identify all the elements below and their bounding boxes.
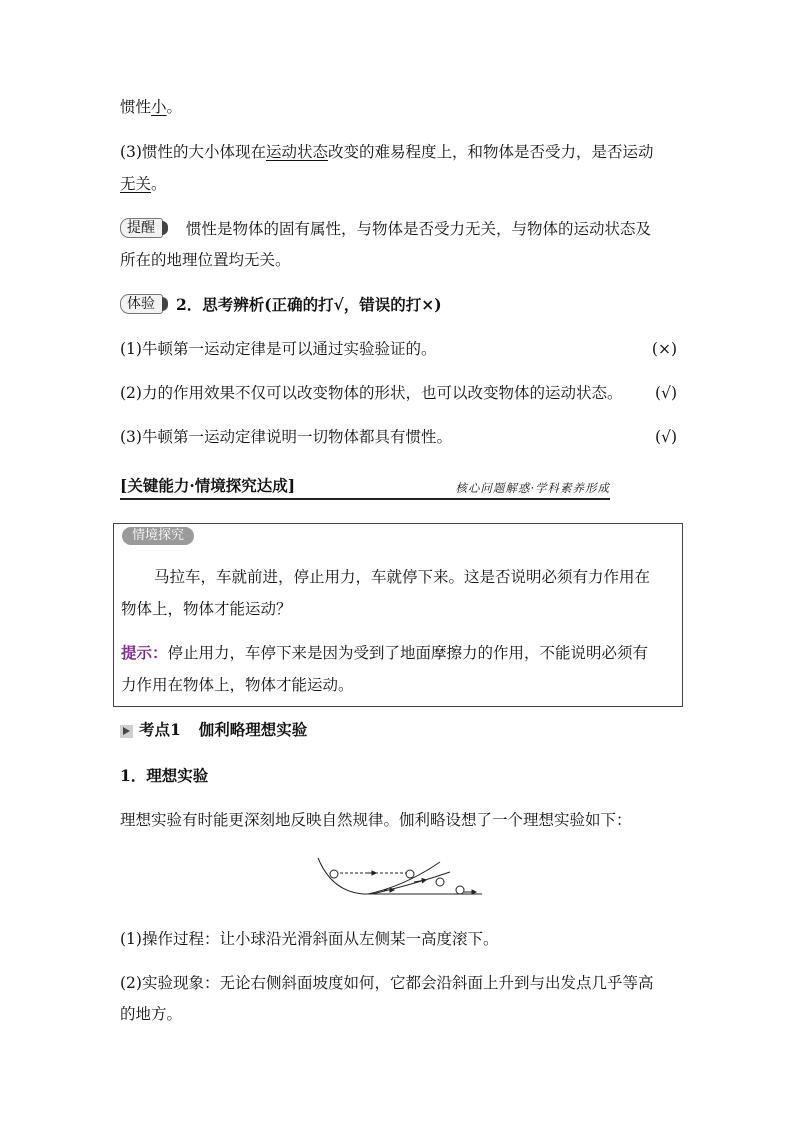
left-slope	[318, 858, 384, 894]
reminder-tag-label: 提醒	[120, 218, 163, 238]
scenario-tag: 情境探究	[122, 527, 194, 545]
point-heading	[120, 719, 307, 741]
step-1: (1)操作过程：让小球沿光滑斜面从左侧某一高度滚下。	[120, 930, 499, 948]
judgment-2: (2)力的作用效果不仅可以改变物体的形状，也可以改变物体的运动状态。	[120, 384, 623, 402]
section-subtitle: 核心问题解惑·学科素养形成	[455, 481, 610, 495]
scenario-answer-1	[121, 642, 648, 664]
text: (3)惯性的大小体现在	[120, 143, 266, 161]
judgment-1-mark: (×)	[651, 340, 677, 358]
step-2-line1: (2)实验现象：无论右侧斜面坡度如何，它都会沿斜面上升到与出发点几乎等高	[120, 974, 654, 992]
intro-paragraph: 理想实验有时能更深刻地反映自然规律。伽利略设想了一个理想实验如下：	[120, 811, 632, 829]
text: 停止用力，车停下来是因为受到了地面摩擦力的作用，不能说明必须有	[167, 644, 649, 662]
judgment-3: (3)牛顿第一运动定律说明一切物体都具有惯性。	[120, 428, 452, 446]
ball-start	[330, 870, 338, 878]
item3-line2	[120, 173, 167, 195]
ball-slope-2	[436, 878, 444, 886]
reminder-line2: 所在的地理位置均无关。	[120, 251, 291, 269]
scenario-answer-2: 力作用在物体上，物体才能运动。	[121, 676, 354, 694]
inertia-small-line	[120, 96, 182, 118]
judgment-2-mark: (√)	[655, 384, 677, 402]
galileo-ramp-diagram	[310, 852, 490, 902]
scenario-question-1: 马拉车，车就前进，停止用力，车就停下来。这是否说明必须有力作用在	[154, 568, 651, 586]
right-slope-steep	[368, 862, 440, 894]
section-header	[120, 476, 610, 500]
ball-flat	[456, 886, 464, 894]
underlined-answer: 无关	[120, 175, 152, 193]
reminder-tag	[120, 217, 163, 238]
judgment-3-mark: (√)	[655, 428, 677, 446]
point-title: 伽利略理想实验	[198, 720, 308, 739]
scenario-question-2: 物体上，物体才能运动？	[121, 600, 292, 618]
subheading-ideal-experiment: 1．理想实验	[120, 766, 209, 785]
triangle-icon	[120, 725, 133, 738]
text: 。	[151, 175, 167, 193]
hint-label: 提示：	[121, 643, 168, 662]
ball-slope-1	[406, 870, 414, 878]
point-label: 考点1	[139, 720, 181, 739]
underlined-answer: 小	[151, 98, 167, 116]
text: 改变的难易程度上，和物体是否受力，是否运动	[327, 143, 654, 161]
item3-line1	[120, 141, 654, 163]
experience-tag	[120, 293, 163, 314]
text: 惯性	[120, 98, 152, 116]
underlined-answer: 运动状态	[265, 143, 328, 161]
judgment-1: (1)牛顿第一运动定律是可以通过实验验证的。	[120, 340, 437, 358]
experience-tag-label: 体验	[120, 294, 163, 314]
step-2-line2: 的地方。	[120, 1005, 183, 1023]
scenario-box	[113, 523, 683, 707]
experience-title: 2．思考辨析(正确的打√，错误的打×)	[176, 295, 442, 314]
reminder-line1: 惯性是物体的固有属性，与物体是否受力无关，与物体的运动状态及	[186, 220, 652, 238]
text: 。	[166, 98, 183, 116]
section-title: [关键能力·情境探究达成]	[120, 476, 296, 495]
